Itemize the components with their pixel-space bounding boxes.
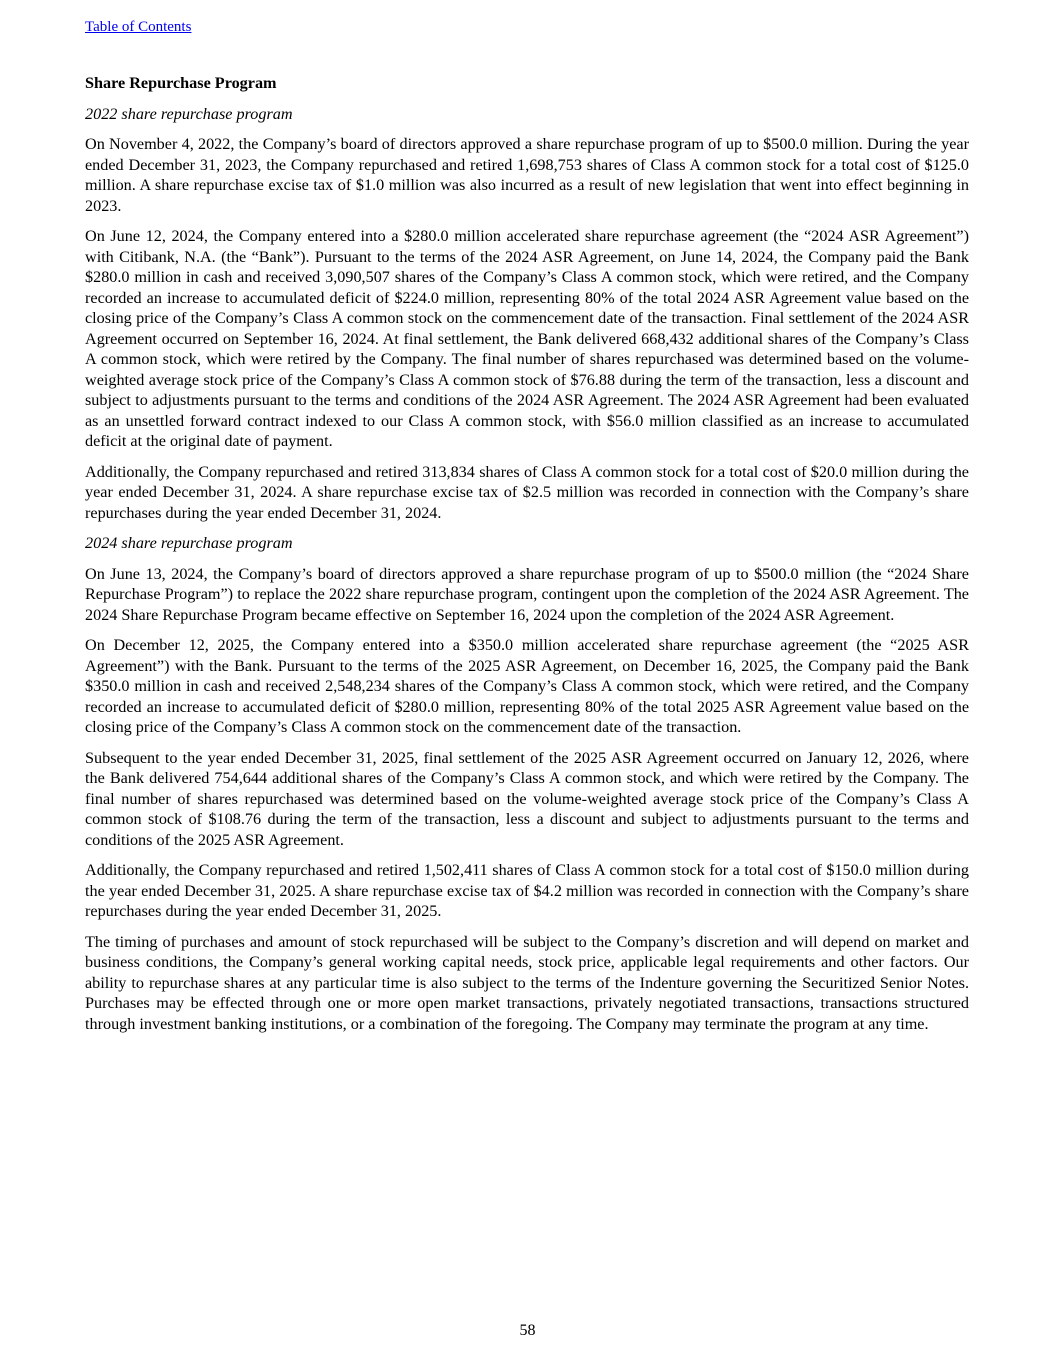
paragraph: Additionally, the Company repurchased and retired 1,502,411 shares of Class A common stock for a total cost of $150.0 million during the year ended December 31, 2025. A share repurchase excise tax of $4.2 million was recorded in connection with the Company’s share repurchases during the year ended December 31, 2025. — [85, 861, 969, 920]
paragraph: On November 4, 2022, the Company’s board of directors approved a share repurchase program of up to $500.0 million. During the year ended December 31, 2023, the Company repurchased and retired 1,698,753 shares of Class A common stock for a total cost of $125.0 million. A share repurchase excise tax of $1.0 million was also incurred as a result of new legislation that went into effect beginning in 2023. — [85, 135, 969, 215]
section-title: Share Repurchase Program — [85, 74, 277, 92]
paragraph: On December 12, 2025, the Company entered into a $350.0 million accelerated share repurchase agreement (the “2025 ASR Agreement”) with the Bank. Pursuant to the terms of the 2025 ASR Agreement, on December 16, 2025, the Company paid the Bank $350.0 million in cash and received 2,548,234 shares of the Company’s Class A common stock, which were retired, and the Company recorded an increase to accumulated deficit of $280.0 million, representing 80% of the total 2025 ASR Agreement value based on the closing price of the Company’s Class A common stock on the commencement date of the transaction. — [85, 636, 969, 736]
page-number: 58 — [519, 1322, 536, 1339]
paragraph: Subsequent to the year ended December 31, 2025, final settlement of the 2025 ASR Agreement occurred on January 12, 2026, where the Bank delivered 754,644 additional shares of the Company’s Class A common stock, and which were retired by the Company. The final number of shares repurchased was determined based on the volume-weighted average stock price of the Company’s Class A common stock of $108.76 during the term of the transaction, less a discount and subject to adjustments pursuant to the terms and conditions of the 2025 ASR Agreement. — [85, 748, 969, 849]
subsection-title-2022: 2022 share repurchase program — [85, 104, 293, 123]
paragraph: On June 13, 2024, the Company’s board of directors approved a share repurchase program of up to $500.0 million (the “2024 Share Repurchase Program”) to replace the 2022 share repurchase program, contingent upon the completion of the 2024 ASR Agreement. The 2024 Share Repurchase Program became effective on September 16, 2024 upon the completion of the 2024 ASR Agreement. — [85, 564, 969, 624]
document-body — [85, 73, 969, 1044]
paragraph: The timing of purchases and amount of stock repurchased will be subject to the Company’s discretion and will depend on market and business conditions, the Company’s general working capital needs, stock price, applicable legal requirements and other factors. Our ability to repurchase shares at any particular time is also subject to the terms of the Indenture governing the Securitized Senior Notes. Purchases may be effected through one or more open market transactions, privately negotiated transactions, transactions structured through investment banking institutions, or a combination of the foregoing. The Company may terminate the program at any time. — [85, 932, 969, 1033]
paragraph: On June 12, 2024, the Company entered into a $280.0 million accelerated share repurchase agreement (the “2024 ASR Agreement”) with Citibank, N.A. (the “Bank”). Pursuant to the terms of the 2024 ASR Agreement, on June 14, 2024, the Company paid the Bank $280.0 million in cash and received 3,090,507 shares of the Company’s Class A common stock, which were retired, and the Company recorded an increase to accumulated deficit of $224.0 million, representing 80% of the total 2024 ASR Agreement value based on the closing price of the Company’s Class A common stock on the commencement date of the transaction. Final settlement of the 2024 ASR Agreement occurred on September 16, 2024. At final settlement, the Bank delivered 668,432 additional shares of the Company’s Class A common stock, which were retired by the Company. The final number of shares repurchased was determined based on the volume-weighted average stock price of the Company’s Class A common stock of $76.88 during the term of the transaction, less a discount and subject to adjustments pursuant to the terms and conditions of the 2024 ASR Agreement. The 2024 ASR Agreement had been evaluated as an unsettled forward contract indexed to our Class A common stock, with $56.0 million classified as an increase to accumulated deficit at the original date of payment. — [85, 227, 969, 450]
subsection-title-2024: 2024 share repurchase program — [85, 534, 293, 552]
paragraph: Additionally, the Company repurchased and retired 313,834 shares of Class A common stock for a total cost of $20.0 million during the year ended December 31, 2024. A share repurchase excise tax of $2.5 million was recorded in connection with the Company’s share repurchases during the year ended December 31, 2024. — [85, 462, 969, 522]
table-of-contents-link[interactable]: Table of Contents — [85, 19, 192, 35]
